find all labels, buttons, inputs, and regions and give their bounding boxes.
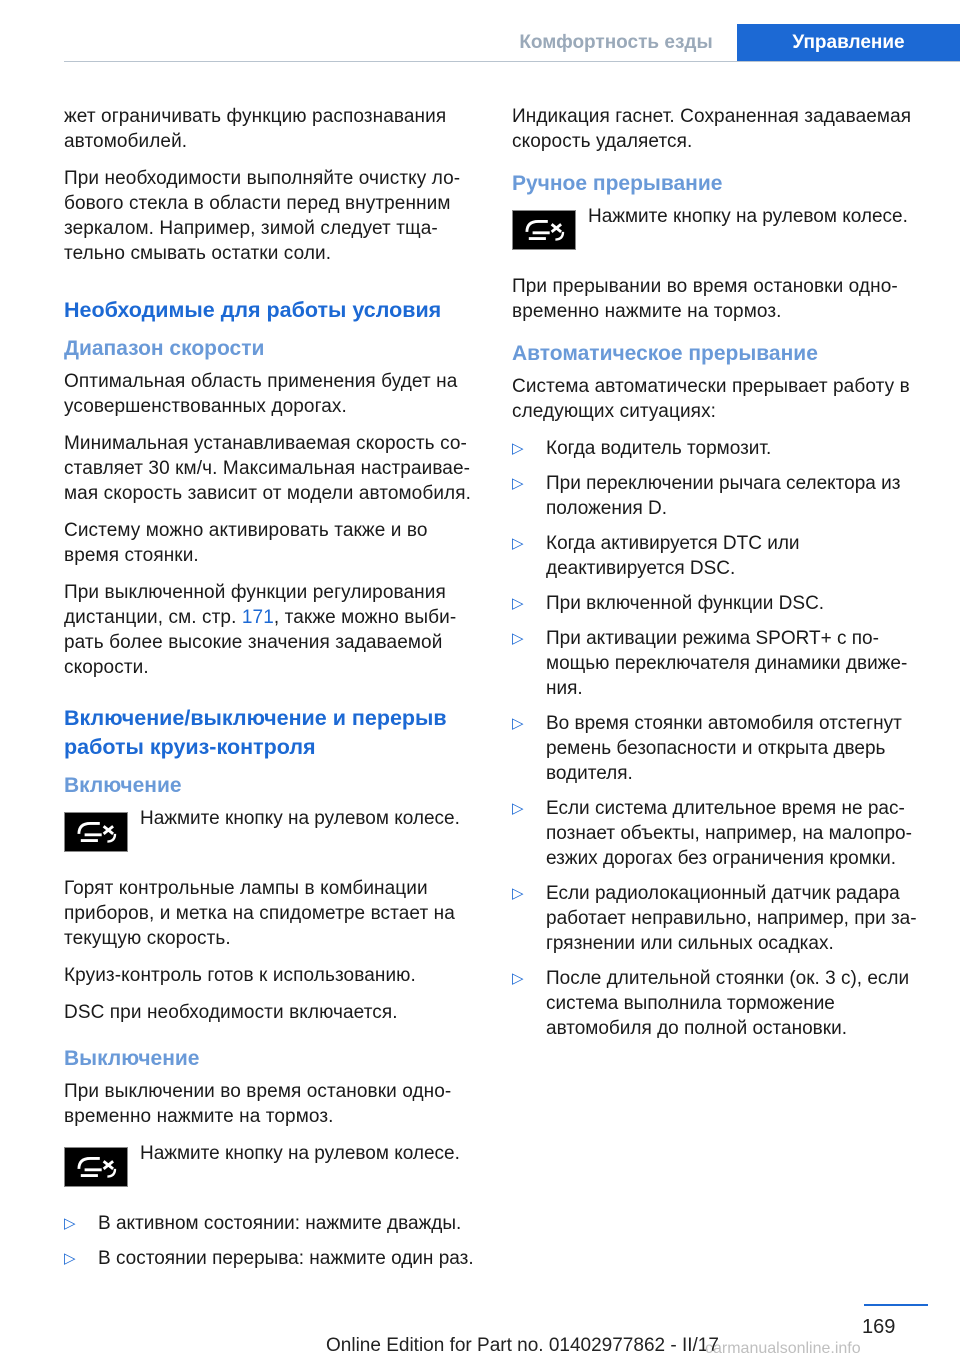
list-item [64, 1211, 478, 1236]
list-item-text: Когда водитель тормозит. [546, 438, 772, 459]
paragraph: Круиз-контроль готов к использованию. [64, 965, 416, 986]
list-item [512, 711, 926, 786]
paragraph: При выключении во время остановки одно-временно нажмите на тормоз. [64, 1081, 452, 1127]
list-item [512, 471, 926, 521]
cruise-control-steering-button-icon [64, 1147, 128, 1187]
icon-instruction-text: Нажмите кнопку на рулевом колесе. [140, 808, 460, 829]
triangle-right-icon: ▷ [512, 440, 524, 457]
list-item-text: Когда активируется DTC или деактивируется DSC. [546, 533, 800, 579]
paragraph: Минимальная устанавливаемая скорость со-ставляет 30 км/ч. Максимальная настраивае-мая скорость зависит от модели автомобиля. [64, 433, 472, 504]
subheading-switch-on: Включение [64, 774, 182, 797]
cruise-control-steering-button-icon [64, 812, 128, 852]
icon-instruction [64, 1141, 478, 1203]
paragraph: Система автоматически прерывает работу в следующих ситуациях: [512, 376, 910, 422]
paragraph: Оптимальная область применения будет на усовершенствованных дорогах. [64, 371, 458, 417]
triangle-right-icon: ▷ [64, 1215, 76, 1232]
paragraph [64, 580, 478, 680]
subheading-automatic-interrupt: Автоматическое прерывание [512, 342, 818, 365]
list-item-text: Если система длительное время не рас-познает объекты, например, на малопро-езжих дорогах без ограничения кромки. [546, 798, 912, 869]
list-item [512, 531, 926, 581]
page-number: 169 [862, 1316, 896, 1338]
icon-instruction-text: Нажмите кнопку на рулевом колесе. [140, 1143, 460, 1164]
list-item [512, 966, 926, 1041]
icon-instruction [64, 806, 478, 868]
list-item [64, 1246, 478, 1271]
section-heading-conditions: Необходимые для работы условия [64, 298, 442, 322]
text: , также можно выби-рать более высокие значения задаваемой скорости. [64, 607, 457, 678]
triangle-right-icon: ▷ [512, 715, 524, 732]
list-item-text: В состоянии перерыва: нажмите один раз. [98, 1248, 474, 1269]
subheading-manual-interrupt: Ручное прерывание [512, 172, 723, 195]
list-item [512, 881, 926, 956]
header-section-tab: Комфортность езды [519, 32, 713, 53]
paragraph: Горят контрольные лампы в комбинации приборов, и метка на спидометре встает на текущую скорость. [64, 878, 455, 949]
section-heading-on-off: Включение/выключение и перерыв работы круиз-контроля [64, 706, 447, 759]
list-item [512, 626, 926, 701]
list-item [512, 796, 926, 871]
footer-divider [864, 1304, 928, 1306]
icon-instruction-text: Нажмите кнопку на рулевом колесе. [588, 206, 908, 227]
paragraph: При прерывании во время остановки одно-временно нажмите на тормоз. [512, 276, 898, 322]
left-column [64, 104, 478, 1281]
triangle-right-icon: ▷ [512, 885, 524, 902]
list-item-text: При переключении рычага селектора из положения D. [546, 473, 901, 519]
edition-note: Online Edition for Part no. 01402977862 - II/17 [326, 1335, 719, 1356]
text: При выключенной функции регулирования дистанции, см. стр. [64, 582, 446, 628]
paragraph: Индикация гаснет. Сохраненная задаваемая скорость удаляется. [512, 106, 912, 152]
header-divider [64, 61, 960, 62]
paragraph: DSC при необходимости включается. [64, 1002, 398, 1023]
list-item-text: После длительной стоянки (ок. 3 с), если система выполнила торможение автомобиля до полной остановки. [546, 968, 910, 1039]
triangle-right-icon: ▷ [512, 970, 524, 987]
page-reference-link[interactable]: 171 [241, 607, 274, 628]
paragraph: При необходимости выполняйте очистку ло-бового стекла в области перед внутренним зеркалом. Например, зимой следует тща-тельно смывать остатки соли. [64, 168, 461, 264]
icon-instruction [512, 204, 926, 266]
subheading-speed-range: Диапазон скорости [64, 337, 265, 360]
watermark: carmanualsonline.info [705, 1340, 861, 1357]
cruise-control-steering-button-icon [512, 210, 576, 250]
list-item-text: При активации режима SPORT+ с по-мощью переключателя динамики движе-ния. [546, 628, 908, 699]
triangle-right-icon: ▷ [512, 595, 524, 612]
triangle-right-icon: ▷ [512, 535, 524, 552]
list-item-text: Во время стоянки автомобиля отстегнут ремень безопасности и открыта дверь водителя. [546, 713, 902, 784]
header-chapter-tab: Управление [737, 24, 960, 62]
list-item-text: Если радиолокационный датчик радара работает неправильно, например, при за-грязнении или сильных осадках. [546, 883, 917, 954]
subheading-switch-off: Выключение [64, 1047, 200, 1070]
triangle-right-icon: ▷ [64, 1250, 76, 1267]
list-item-text: В активном состоянии: нажмите дважды. [98, 1213, 462, 1234]
list-item-text: При включенной функции DSC. [546, 593, 825, 614]
list-item [512, 591, 926, 616]
triangle-right-icon: ▷ [512, 475, 524, 492]
paragraph: Систему можно активировать также и во время стоянки. [64, 520, 428, 566]
triangle-right-icon: ▷ [512, 800, 524, 817]
list-item [512, 436, 926, 461]
paragraph: жет ограничивать функцию распознавания автомобилей. [64, 106, 447, 152]
triangle-right-icon: ▷ [512, 630, 524, 647]
right-column [512, 104, 926, 1051]
